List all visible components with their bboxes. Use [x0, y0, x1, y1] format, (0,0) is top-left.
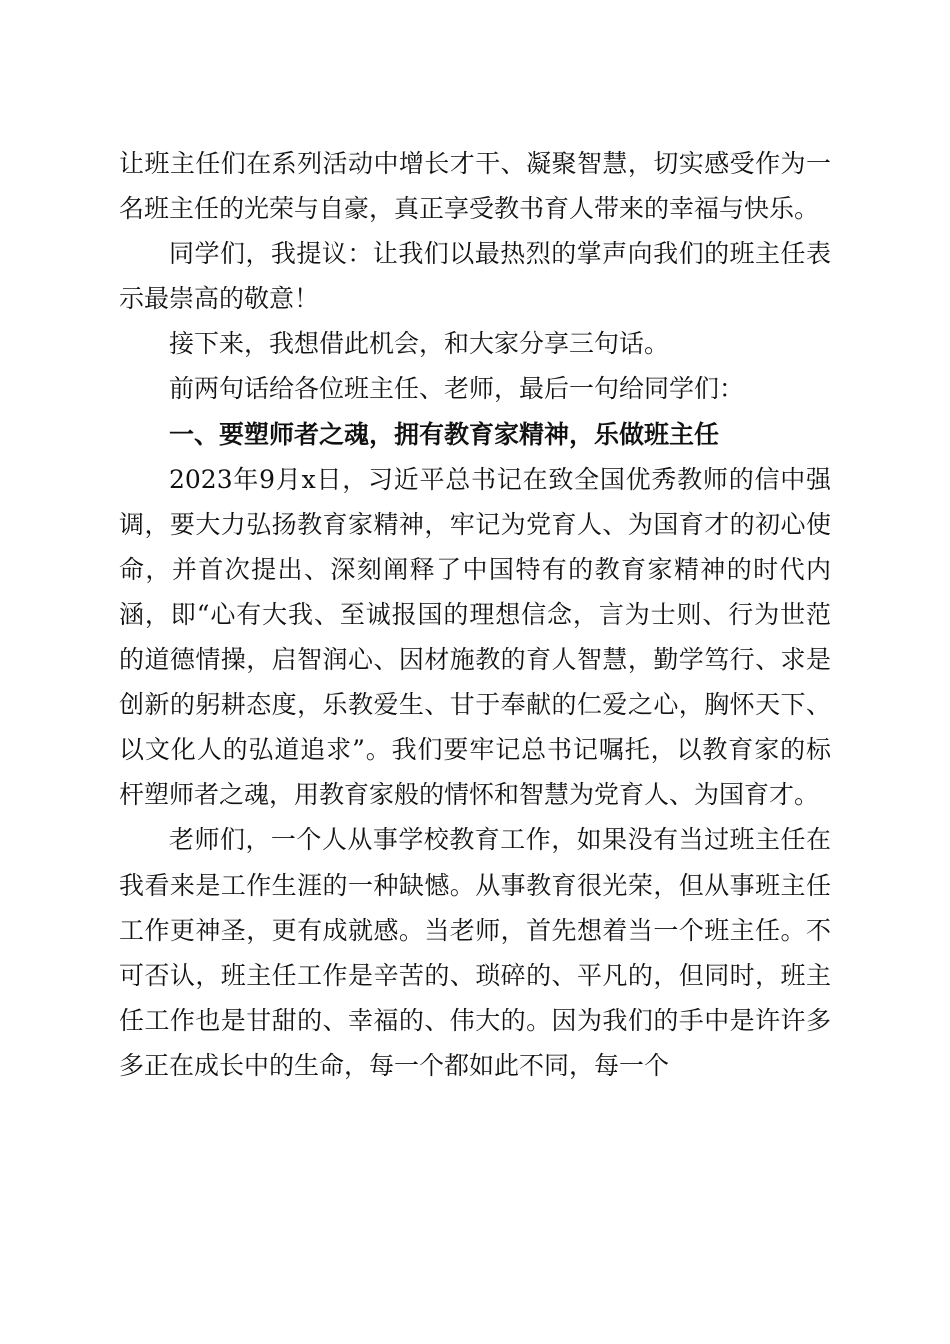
document-body [119, 141, 831, 1088]
paragraph-audience: 前两句话给各位班主任、老师，最后一句给同学们： [169, 374, 745, 404]
section-heading: 一、要塑师者之魂，拥有教育家精神，乐做班主任 [169, 419, 720, 449]
paragraph-proposal: 同学们，我提议：让我们以最热烈的掌声向我们的班主任表示最崇高的敬意！ [119, 239, 831, 314]
paragraph-educator-spirit: 2023年9月x日，习近平总书记在致全国优秀教师的信中强调，要大力弘扬教育家精神，牢记为党育人、为国育才的初心使命，并首次提出、深刻阐释了中国特有的教育家精神的时代内涵，即“心有大我、至诚报国的理想信念，言为士则、行为世范的道德情操，启智润心、因材施教的育人智慧，勤学笃行、求是创新的躬耕态度，乐教爱生、甘于奉献的仁爱之心，胸怀天下、以文化人的弘道追求”。我们要牢记总书记嘱托，以教育家的标杆塑师者之魂，用教育家般的情怀和智慧为党育人、为国育才。 [119, 464, 831, 810]
paragraph-continuation: 让班主任们在系列活动中增长才干、凝聚智慧，切实感受作为一名班主任的光荣与自豪，真正享受教书育人带来的幸福与快乐。 [119, 149, 831, 224]
paragraph-share-intro: 接下来，我想借此机会，和大家分享三句话。 [169, 329, 670, 359]
paragraph-class-teacher: 老师们，一个人从事学校教育工作，如果没有当过班主任在我看来是工作生涯的一种缺憾。从事教育很光荣，但从事班主任工作更神圣，更有成就感。当老师，首先想着当一个班主任。不可否认，班主任工作是辛苦的、琐碎的、平凡的，但同时，班主任工作也是甘甜的、幸福的、伟大的。因为我们的手中是许许多多正在成长中的生命，每一个都如此不同，每一个 [119, 825, 831, 1080]
